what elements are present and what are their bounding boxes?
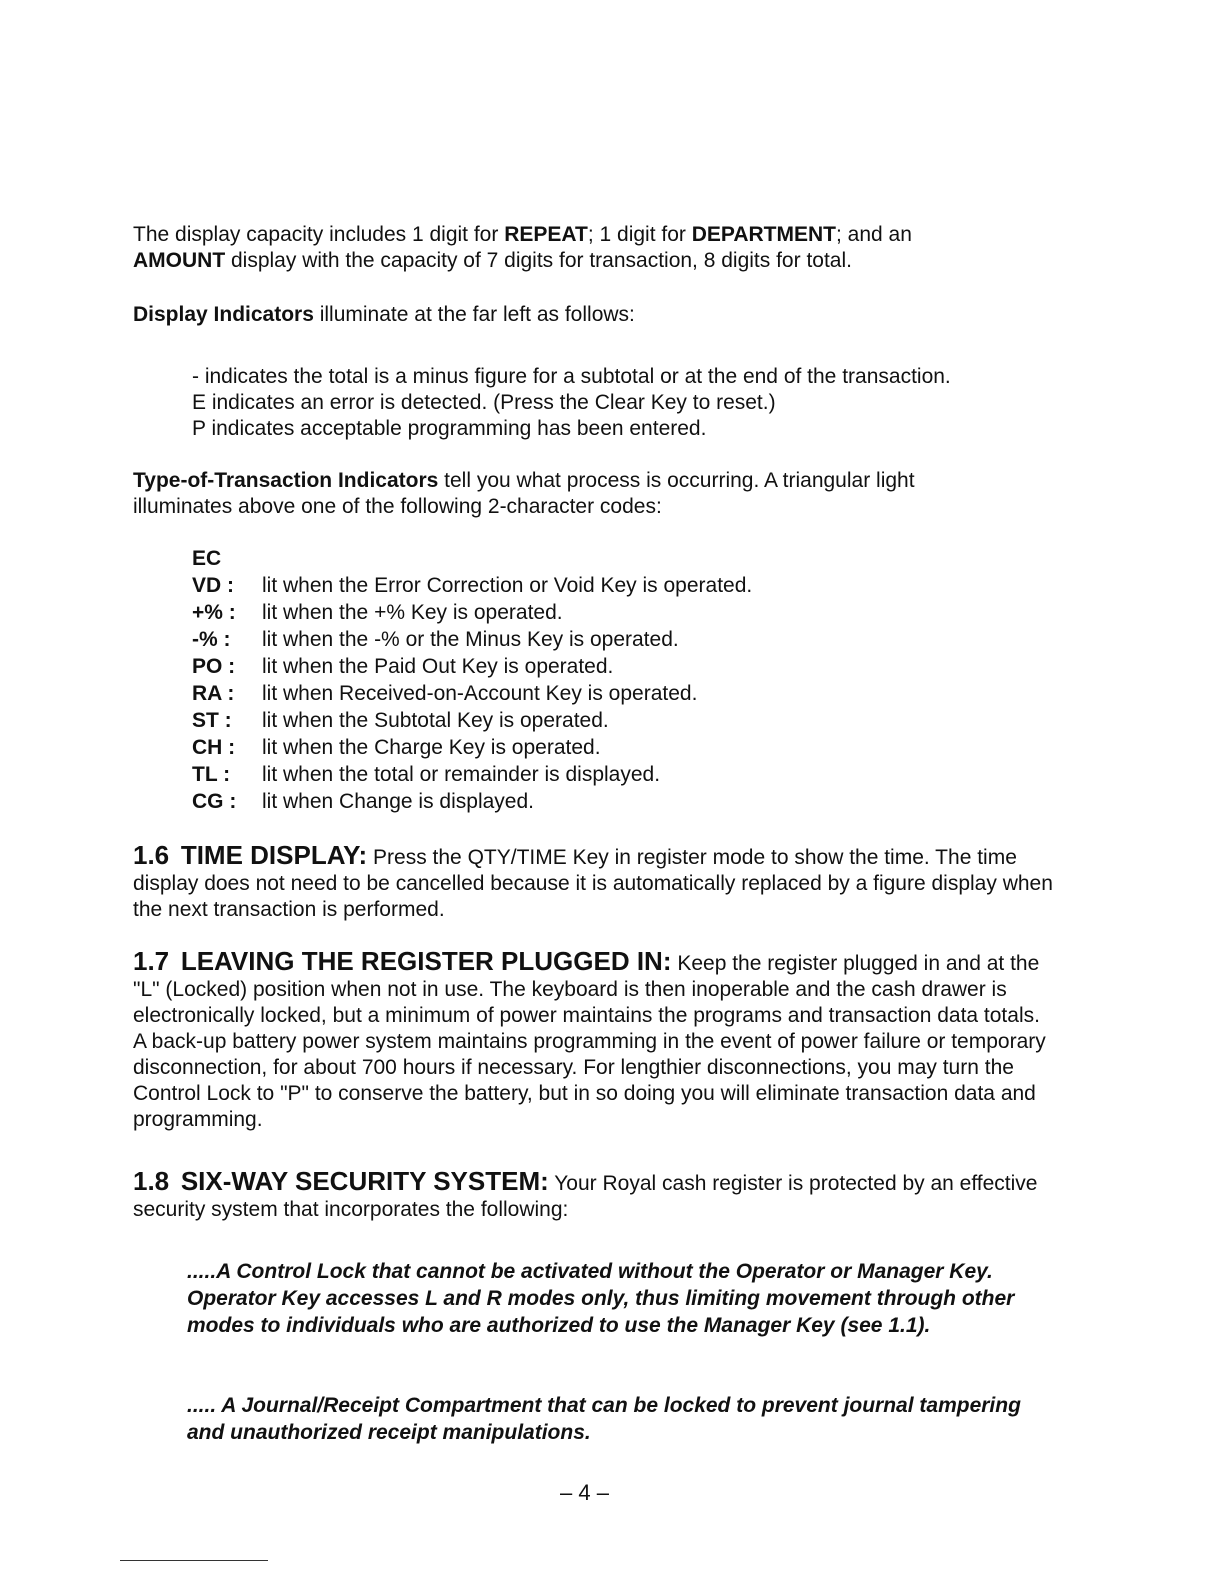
code-desc: lit when the +% Key is operated. (262, 601, 563, 624)
transaction-indicators-paragraph (133, 468, 1013, 520)
security-bullet-2: ..... A Journal/Receipt Compartment that can be locked to prevent journal tampering and unauthorized receipt manipulations. (187, 1394, 1021, 1444)
section-number: 1.7 (133, 946, 170, 976)
code-row (192, 788, 1052, 815)
code-row (192, 734, 1052, 761)
code-desc: lit when the -% or the Minus Key is operated. (262, 628, 679, 651)
code-row (192, 680, 1052, 707)
section-number: 1.6 (133, 840, 170, 870)
section-title: TIME DISPLAY: (180, 840, 368, 870)
code-label: CH : (192, 736, 236, 759)
page-number: – 4 – (560, 1480, 609, 1505)
indicator-minus: - indicates the total is a minus figure for a subtotal or at the end of the transaction. (192, 365, 951, 388)
code-label: RA : (192, 682, 235, 705)
capacity-paragraph (133, 222, 1053, 274)
code-label: -% : (192, 628, 231, 651)
code-row (192, 599, 1052, 626)
code-label: CG : (192, 790, 237, 813)
section-text: Press the QTY/TIME Key in register mode to show the time. The time display does not need to be cancelled because it is automatically replaced by a figure display when the next transaction is performed. (133, 846, 1053, 921)
repeat-term: REPEAT (504, 223, 588, 246)
code-label: VD : (192, 574, 234, 597)
section-number: 1.8 (133, 1166, 170, 1196)
display-indicators-paragraph (133, 302, 1053, 328)
transaction-code-list (192, 545, 1052, 815)
section-1-8 (133, 1168, 1053, 1223)
code-label: ST : (192, 709, 232, 732)
code-label: PO : (192, 655, 236, 678)
indicator-e: E indicates an error is detected. (Press the Clear Key to reset.) (192, 391, 776, 414)
section-1-7 (133, 948, 1053, 1133)
transaction-indicators-text: tell you what process is occurring. A triangular light illuminates above one of the following 2-character codes: (133, 469, 915, 518)
code-label: EC (192, 547, 222, 570)
section-text: Your Royal cash register is protected by an effective security system that incorporates the following: (133, 1172, 1038, 1221)
code-row (192, 761, 1052, 788)
department-term: DEPARTMENT (691, 223, 836, 246)
code-row (192, 653, 1052, 680)
code-desc: lit when the Subtotal Key is operated. (262, 709, 609, 732)
display-indicators-label: Display Indicators (133, 303, 314, 326)
security-bullet-1: .....A Control Lock that cannot be activated without the Operator or Manager Key. Operator Key accesses L and R modes only, thus limiting movement through other modes to individuals who are authorized to use the Manager Key (see 1.1). (187, 1260, 1015, 1337)
code-row (192, 545, 1052, 572)
code-row (192, 626, 1052, 653)
section-text: Keep the register plugged in and at the "L" (Locked) position when not in use. The keyboard is then inoperable and the cash drawer is electronically locked, but a minimum of power maintains the programs and transaction data totals. A back-up battery power system maintains programming in the event of power failure or temporary disconnection, for about 700 hours if necessary. For lengthier disconnections, you may turn the Control Lock to "P" to conserve the battery, but in so doing you will eliminate transaction data and programming. (133, 952, 1046, 1131)
capacity-text-4: display with the capacity of 7 digits for transaction, 8 digits for total. (225, 249, 852, 272)
display-indicators-text: illuminate at the far left as follows: (313, 303, 635, 326)
code-label: +% : (192, 601, 236, 624)
section-1-6 (133, 842, 1053, 923)
code-desc: lit when Change is displayed. (262, 790, 534, 813)
amount-term: AMOUNT (133, 249, 226, 272)
code-row (192, 707, 1052, 734)
capacity-text-2: ; 1 digit for (587, 223, 692, 246)
code-desc: lit when Received-on-Account Key is operated. (262, 682, 698, 705)
indicator-p: P indicates acceptable programming has been entered. (192, 417, 707, 440)
code-desc: lit when the Paid Out Key is operated. (262, 655, 614, 678)
code-desc: lit when the Error Correction or Void Key is operated. (262, 574, 753, 597)
display-indicator-list (192, 364, 1052, 442)
capacity-text-1: The display capacity includes 1 digit for (133, 223, 505, 246)
transaction-indicators-label: Type-of-Transaction Indicators (133, 469, 439, 492)
code-label: TL : (192, 763, 231, 786)
code-row (192, 572, 1052, 599)
footer-rule (120, 1560, 268, 1561)
section-title: LEAVING THE REGISTER PLUGGED IN: (180, 946, 672, 976)
code-desc: lit when the Charge Key is operated. (262, 736, 601, 759)
capacity-text-3: ; and an (836, 223, 912, 246)
code-desc: lit when the total or remainder is displayed. (262, 763, 661, 786)
section-title: SIX-WAY SECURITY SYSTEM: (180, 1166, 549, 1196)
